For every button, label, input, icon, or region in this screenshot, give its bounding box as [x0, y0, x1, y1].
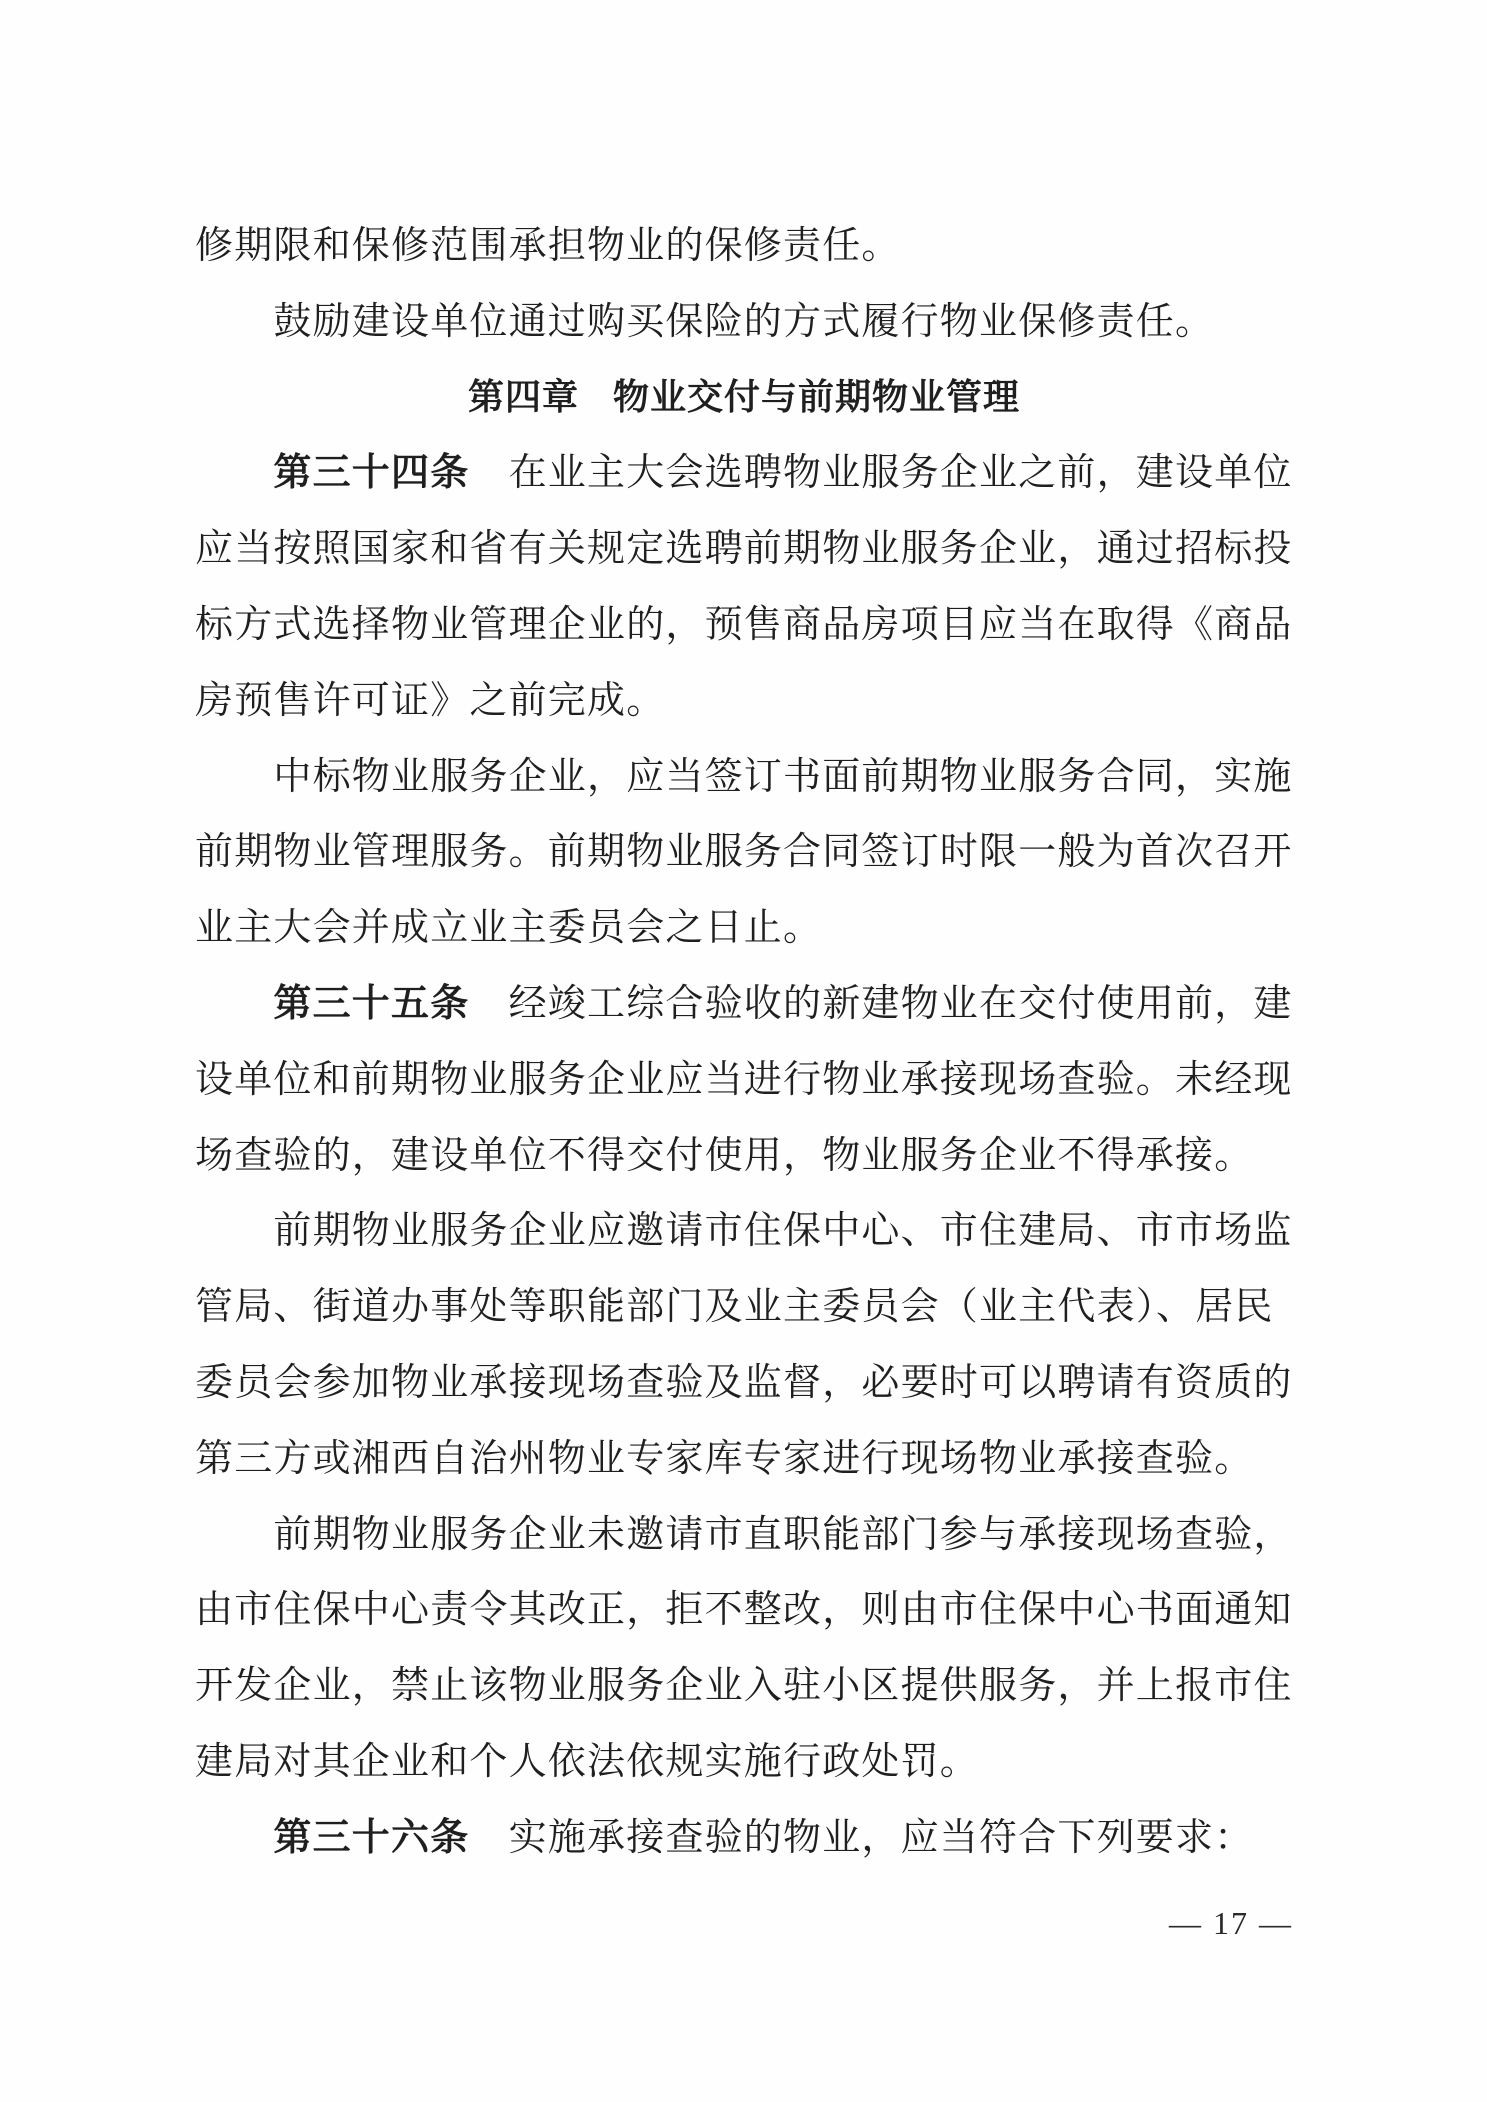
paragraph	[195, 966, 1299, 1193]
text-line: 开发企业，禁止该物业服务企业入驻小区提供服务，并上报市住	[195, 1663, 1293, 1708]
article-34	[195, 435, 1299, 966]
text-line: 管局、街道办事处等职能部门及业主委员会（业主代表）、居民	[195, 1284, 1274, 1329]
text-line: 房预售许可证》之前完成。	[195, 677, 666, 722]
text-line: 设单位和前期物业服务企业应当进行物业承接现场查验。未经现	[195, 1056, 1293, 1101]
text-line: 前期物业服务企业应邀请市住保中心、市住建局、市市场监	[273, 1208, 1293, 1253]
paragraph	[195, 739, 1299, 966]
text-line: 建局对其企业和个人依法依规实施行政处罚。	[195, 1738, 980, 1783]
text-line: 鼓励建设单位通过购买保险的方式履行物业保修责任。	[273, 298, 1215, 343]
text-line: 中标物业服务企业，应当签订书面前期物业服务合同，实施	[273, 753, 1293, 798]
text-line: 业主大会并成立业主委员会之日止。	[195, 905, 823, 950]
preceding-text	[195, 208, 1299, 360]
article-36	[195, 1800, 1299, 1876]
article-label: 第三十六条	[273, 1814, 470, 1859]
text-line: 标方式选择物业管理企业的，预售商品房项目应当在取得《商品	[195, 601, 1293, 646]
text-span: 经竣工综合验收的新建物业在交付使用前，建	[508, 980, 1293, 1025]
text-line: 前期物业管理服务。前期物业服务合同签订时限一般为首次召开	[195, 829, 1293, 874]
text-span: 在业主大会选聘物业服务企业之前，建设单位	[508, 450, 1293, 495]
page-number: — 17 —	[1169, 1905, 1293, 1941]
text-line	[195, 1800, 1299, 1876]
text-span: 实施承接查验的物业，应当符合下列要求：	[508, 1814, 1254, 1859]
article-label: 第三十四条	[273, 450, 470, 495]
text-line: 修期限和保修范围承担物业的保修责任。	[195, 223, 901, 267]
text-line	[195, 966, 1299, 1042]
chapter-heading	[195, 360, 1299, 436]
article-label: 第三十五条	[273, 980, 470, 1025]
paragraph	[195, 435, 1299, 738]
text-line: 场查验的，建设单位不得交付使用，物业服务企业不得承接。	[195, 1132, 1254, 1177]
text-line	[195, 435, 1299, 511]
chapter-title: 物业交付与前期物业管理	[613, 376, 1021, 418]
text-line: 由市住保中心责令其改正，拒不整改，则由市住保中心书面通知	[195, 1587, 1293, 1632]
text-line: 委员会参加物业承接现场查验及监督，必要时可以聘请有资质的	[195, 1359, 1293, 1404]
text-line: 前期物业服务企业未邀请市直职能部门参与承接现场查验，	[273, 1511, 1293, 1556]
paragraph	[195, 1800, 1299, 1876]
article-35	[195, 966, 1299, 1800]
text-line: 应当按照国家和省有关规定选聘前期物业服务企业，通过招标投	[195, 526, 1293, 571]
paragraph	[195, 1497, 1299, 1800]
paragraph	[195, 1193, 1299, 1496]
body-text	[195, 208, 1299, 1876]
chapter-number: 第四章	[467, 376, 579, 418]
text-line: 第三方或湘西自治州物业专家库专家进行现场物业承接查验。	[195, 1435, 1254, 1480]
